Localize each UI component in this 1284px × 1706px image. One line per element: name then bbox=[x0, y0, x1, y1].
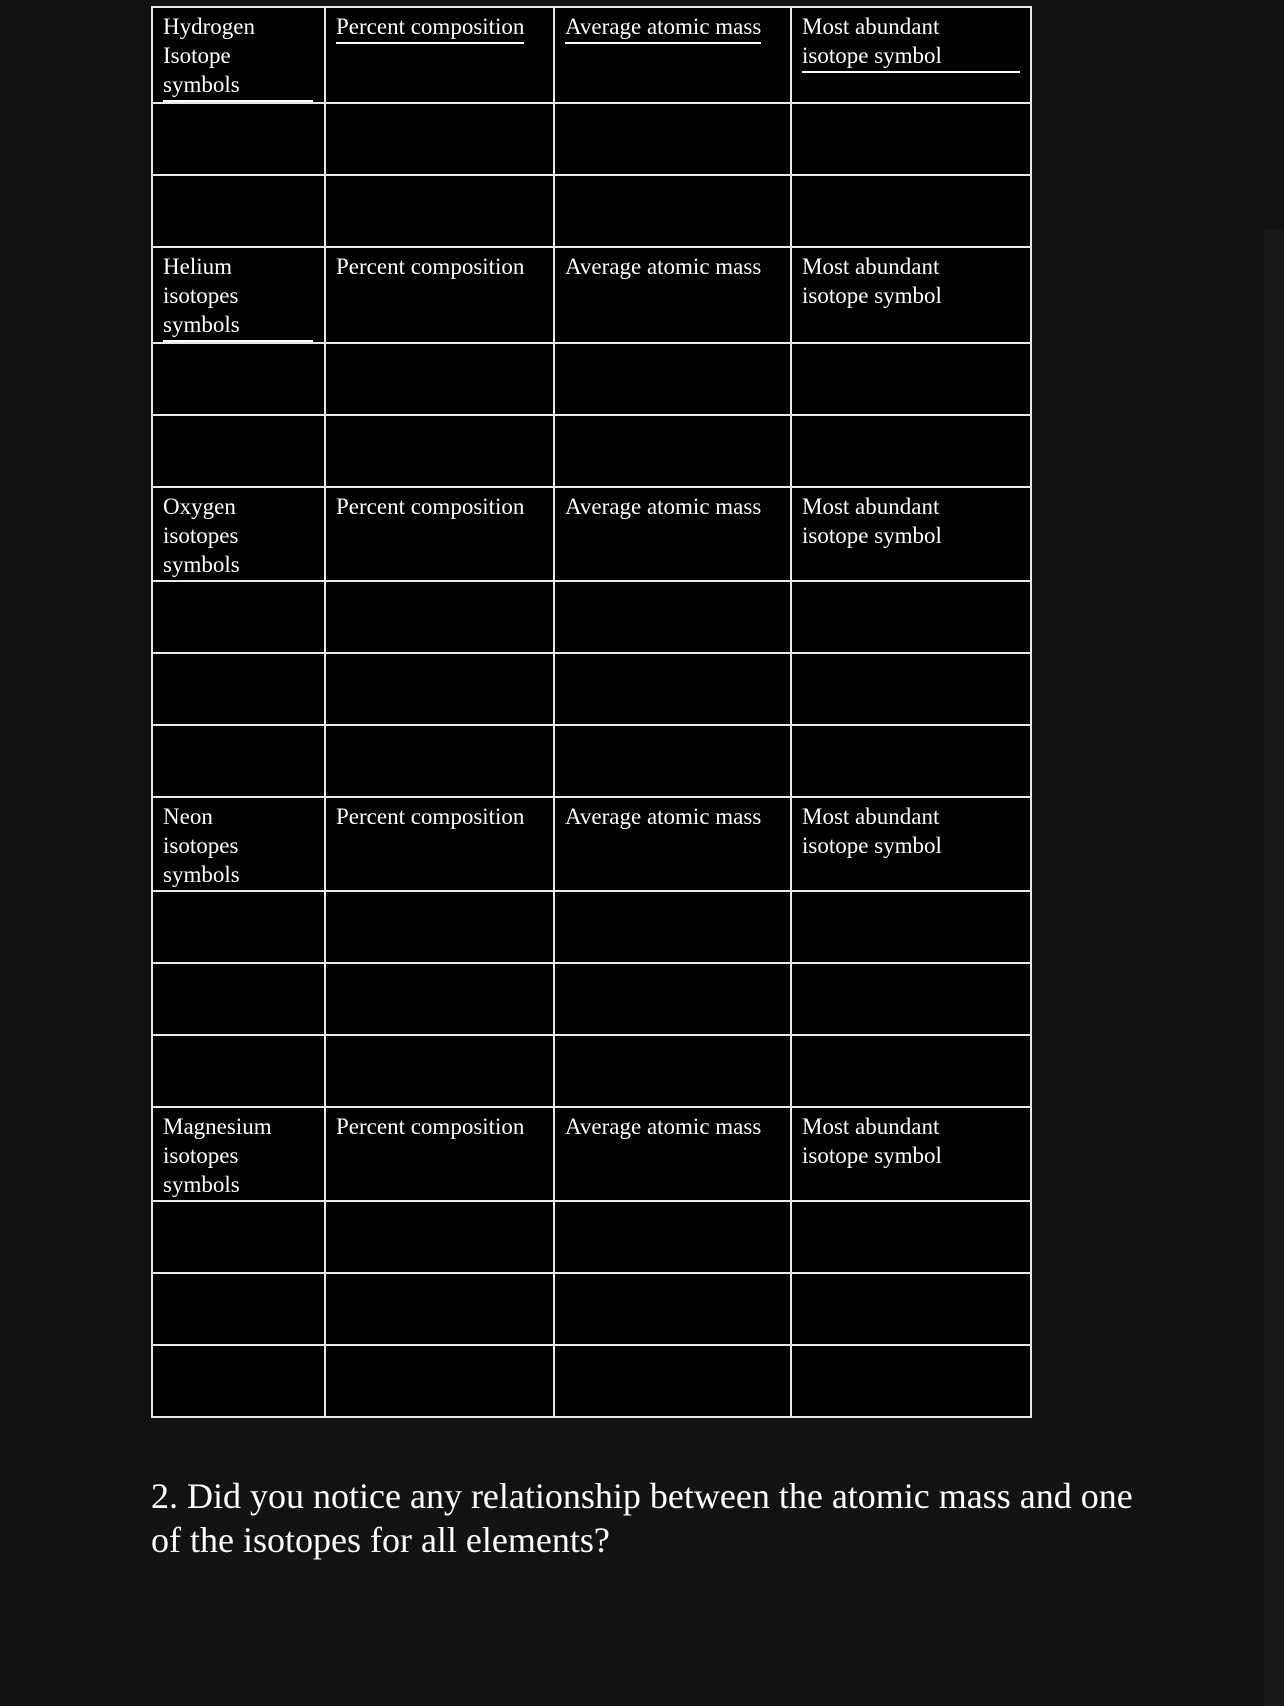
answer-cell[interactable] bbox=[791, 1201, 1031, 1273]
answer-cell[interactable] bbox=[791, 1273, 1031, 1345]
answer-cell[interactable] bbox=[152, 1201, 325, 1273]
most-abundant-header: Most abundant isotope symbol bbox=[802, 1114, 942, 1168]
element-label-hydrogen: Hydrogen Isotope symbols bbox=[163, 12, 313, 102]
table-row bbox=[152, 1345, 1031, 1417]
abundant-header-cell bbox=[791, 1107, 1031, 1201]
table-row bbox=[152, 963, 1031, 1035]
element-label-cell bbox=[152, 797, 325, 891]
answer-cell[interactable] bbox=[152, 891, 325, 963]
percent-composition-header: Percent composition bbox=[336, 494, 525, 519]
abundant-header-cell bbox=[791, 797, 1031, 891]
answer-cell[interactable] bbox=[152, 1345, 325, 1417]
average-header-cell bbox=[554, 1107, 791, 1201]
answer-cell[interactable] bbox=[554, 891, 791, 963]
answer-cell[interactable] bbox=[325, 1035, 554, 1107]
answer-cell[interactable] bbox=[554, 1345, 791, 1417]
percent-composition-header: Percent composition bbox=[336, 254, 525, 279]
answer-cell[interactable] bbox=[554, 653, 791, 725]
element-label-cell bbox=[152, 1107, 325, 1201]
element-label-cell bbox=[152, 7, 325, 103]
answer-cell[interactable] bbox=[554, 175, 791, 247]
abundant-header-cell bbox=[791, 487, 1031, 581]
answer-cell[interactable] bbox=[554, 1201, 791, 1273]
percent-composition-header: Percent composition bbox=[336, 804, 525, 829]
average-header-cell bbox=[554, 247, 791, 343]
table-row bbox=[152, 1035, 1031, 1107]
percent-header-cell bbox=[325, 247, 554, 343]
answer-cell[interactable] bbox=[325, 1201, 554, 1273]
element-label-cell bbox=[152, 247, 325, 343]
scrollbar-track[interactable] bbox=[1264, 230, 1284, 1706]
table-row bbox=[152, 891, 1031, 963]
table-row bbox=[152, 581, 1031, 653]
answer-cell[interactable] bbox=[791, 1035, 1031, 1107]
answer-cell[interactable] bbox=[554, 1273, 791, 1345]
average-header-cell bbox=[554, 487, 791, 581]
percent-header-cell bbox=[325, 487, 554, 581]
header-row-neon bbox=[152, 797, 1031, 891]
answer-cell[interactable] bbox=[325, 103, 554, 175]
average-header-cell bbox=[554, 7, 791, 103]
average-header-cell bbox=[554, 797, 791, 891]
answer-cell[interactable] bbox=[325, 891, 554, 963]
answer-cell[interactable] bbox=[152, 343, 325, 415]
element-label-magnesium: Magnesium isotopes symbols bbox=[163, 1114, 272, 1197]
percent-header-cell bbox=[325, 797, 554, 891]
most-abundant-header: Most abundant isotope symbol bbox=[802, 12, 1020, 73]
answer-cell[interactable] bbox=[152, 175, 325, 247]
abundant-header-cell bbox=[791, 7, 1031, 103]
answer-cell[interactable] bbox=[325, 581, 554, 653]
answer-cell[interactable] bbox=[152, 725, 325, 797]
table-row bbox=[152, 653, 1031, 725]
answer-cell[interactable] bbox=[152, 653, 325, 725]
answer-cell[interactable] bbox=[325, 1345, 554, 1417]
answer-cell[interactable] bbox=[152, 103, 325, 175]
element-label-neon: Neon isotopes symbols bbox=[163, 804, 240, 887]
answer-cell[interactable] bbox=[554, 963, 791, 1035]
table-row bbox=[152, 415, 1031, 487]
answer-cell[interactable] bbox=[325, 963, 554, 1035]
table-row bbox=[152, 343, 1031, 415]
table-row bbox=[152, 1273, 1031, 1345]
answer-cell[interactable] bbox=[791, 103, 1031, 175]
element-label-helium: Helium isotopes symbols bbox=[163, 252, 313, 342]
table-row bbox=[152, 103, 1031, 175]
average-atomic-mass-header: Average atomic mass bbox=[565, 12, 761, 44]
answer-cell[interactable] bbox=[325, 343, 554, 415]
answer-cell[interactable] bbox=[152, 1035, 325, 1107]
answer-cell[interactable] bbox=[325, 1273, 554, 1345]
average-atomic-mass-header: Average atomic mass bbox=[565, 254, 762, 279]
answer-cell[interactable] bbox=[791, 1345, 1031, 1417]
answer-cell[interactable] bbox=[554, 581, 791, 653]
average-atomic-mass-header: Average atomic mass bbox=[565, 494, 762, 519]
answer-cell[interactable] bbox=[554, 415, 791, 487]
answer-cell[interactable] bbox=[152, 1273, 325, 1345]
most-abundant-header: Most abundant isotope symbol bbox=[802, 804, 942, 858]
percent-header-cell bbox=[325, 1107, 554, 1201]
header-row-magnesium bbox=[152, 1107, 1031, 1201]
answer-cell[interactable] bbox=[554, 1035, 791, 1107]
answer-cell[interactable] bbox=[325, 175, 554, 247]
answer-cell[interactable] bbox=[325, 725, 554, 797]
percent-composition-header: Percent composition bbox=[336, 1114, 525, 1139]
header-row-helium bbox=[152, 247, 1031, 343]
most-abundant-header: Most abundant isotope symbol bbox=[802, 494, 942, 548]
answer-cell[interactable] bbox=[791, 343, 1031, 415]
answer-cell[interactable] bbox=[152, 415, 325, 487]
percent-composition-header: Percent composition bbox=[336, 12, 524, 44]
answer-cell[interactable] bbox=[554, 343, 791, 415]
answer-cell[interactable] bbox=[791, 963, 1031, 1035]
answer-cell[interactable] bbox=[791, 581, 1031, 653]
table-row bbox=[152, 725, 1031, 797]
average-atomic-mass-header: Average atomic mass bbox=[565, 804, 762, 829]
header-row-oxygen bbox=[152, 487, 1031, 581]
answer-cell[interactable] bbox=[791, 725, 1031, 797]
answer-cell[interactable] bbox=[791, 175, 1031, 247]
answer-cell[interactable] bbox=[791, 415, 1031, 487]
element-label-oxygen: Oxygen isotopes symbols bbox=[163, 494, 240, 577]
answer-cell[interactable] bbox=[554, 725, 791, 797]
header-row-hydrogen bbox=[152, 7, 1031, 103]
question-2-text: 2. Did you notice any relationship between the atomic mass and one of the isotopes for all elements? bbox=[151, 1476, 1133, 1560]
answer-cell[interactable] bbox=[791, 653, 1031, 725]
percent-header-cell bbox=[325, 7, 554, 103]
answer-cell[interactable] bbox=[152, 963, 325, 1035]
most-abundant-header: Most abundant isotope symbol bbox=[802, 254, 942, 308]
answer-cell[interactable] bbox=[791, 891, 1031, 963]
element-label-cell bbox=[152, 487, 325, 581]
average-atomic-mass-header: Average atomic mass bbox=[565, 1114, 762, 1139]
abundant-header-cell bbox=[791, 247, 1031, 343]
answer-cell[interactable] bbox=[152, 581, 325, 653]
table-row bbox=[152, 1201, 1031, 1273]
answer-cell[interactable] bbox=[325, 415, 554, 487]
table-row bbox=[152, 175, 1031, 247]
isotope-table bbox=[151, 6, 1032, 1418]
answer-cell[interactable] bbox=[325, 653, 554, 725]
answer-cell[interactable] bbox=[554, 103, 791, 175]
